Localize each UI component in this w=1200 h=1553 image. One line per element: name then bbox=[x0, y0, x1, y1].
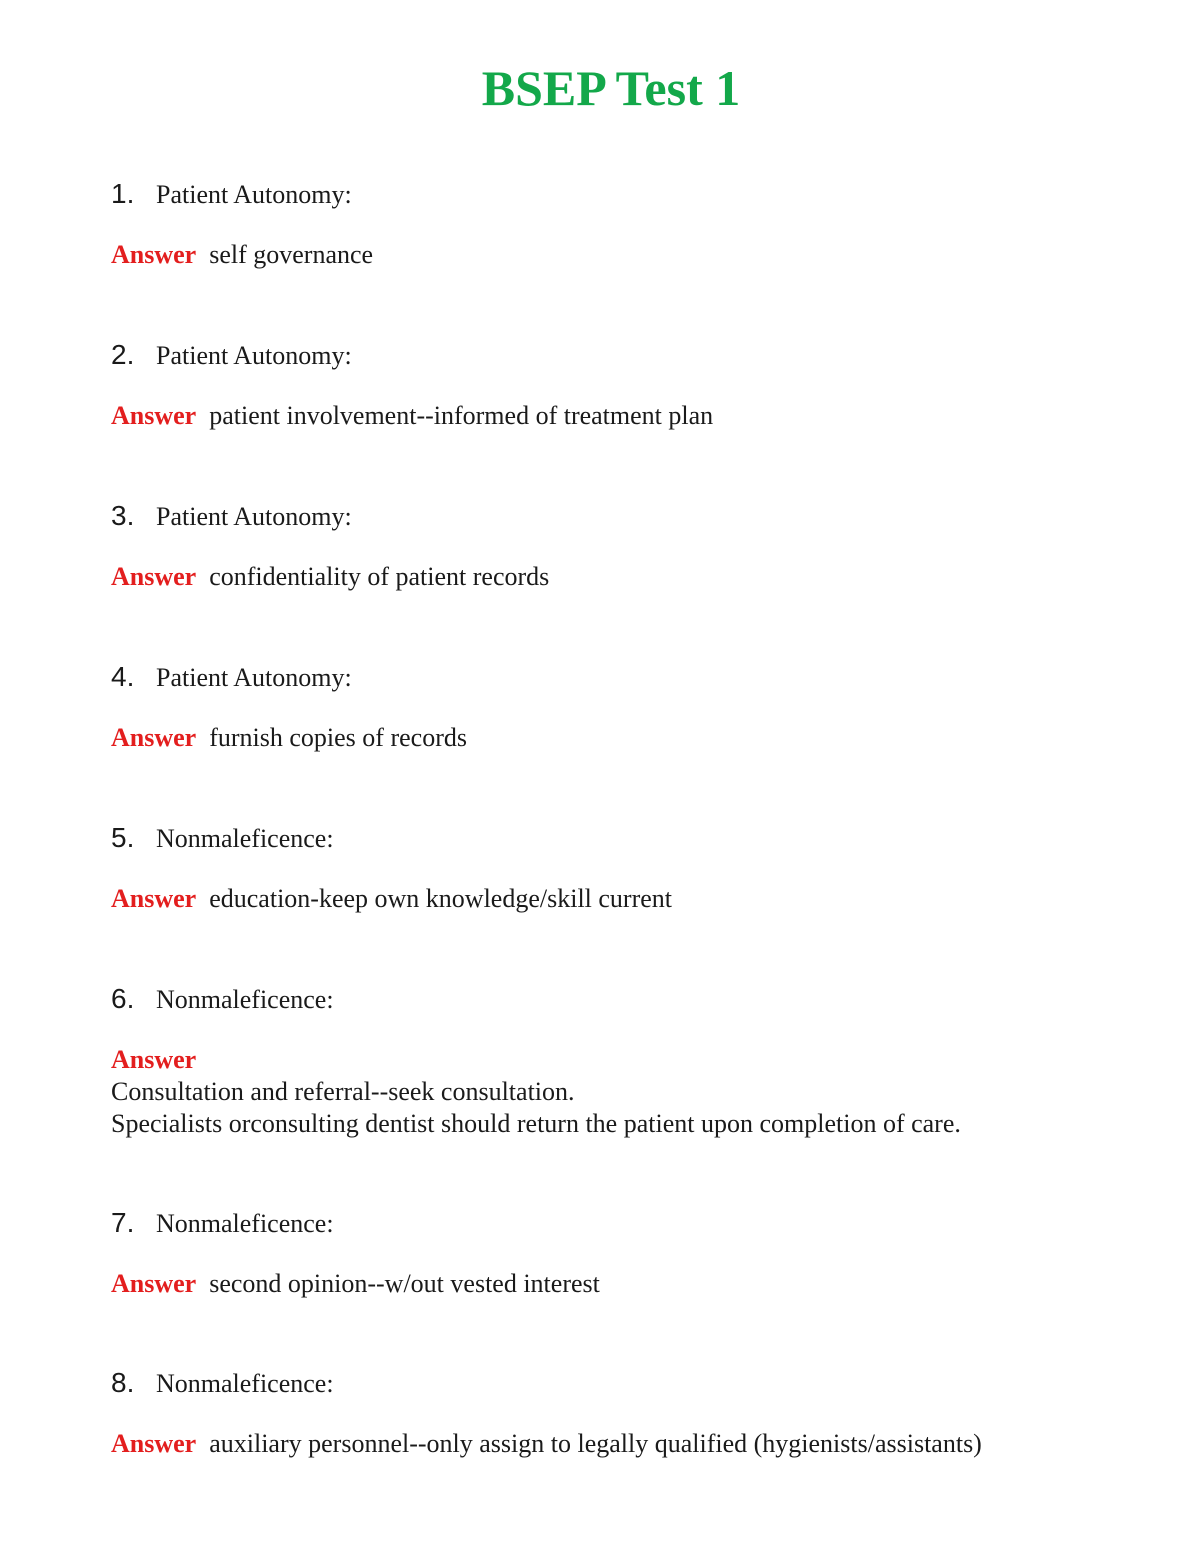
answer-line bbox=[111, 1428, 1111, 1460]
page-title: BSEP Test 1 bbox=[481, 60, 741, 116]
question-number: 6. bbox=[111, 983, 135, 1014]
question-number: 4. bbox=[111, 661, 135, 692]
answer-text-line: Consultation and referral--seek consultation. bbox=[111, 1077, 575, 1106]
question-text: Patient Autonomy: bbox=[156, 341, 352, 370]
answer-text: self governance bbox=[209, 240, 374, 269]
question-number: 1. bbox=[111, 178, 135, 209]
question-text: Nonmaleficence: bbox=[156, 824, 334, 853]
question-line bbox=[111, 339, 1111, 379]
answer-label: Answer bbox=[111, 401, 197, 430]
answer-line bbox=[111, 883, 1111, 915]
answer-text: education-keep own knowledge/skill current bbox=[209, 884, 673, 913]
question-item bbox=[111, 339, 1111, 432]
answer-label: Answer bbox=[111, 1045, 197, 1074]
question-line bbox=[111, 1207, 1111, 1247]
question-text: Patient Autonomy: bbox=[156, 180, 352, 209]
question-item bbox=[111, 500, 1111, 593]
question-item bbox=[111, 1207, 1111, 1300]
question-item bbox=[111, 178, 1111, 271]
answer-text: patient involvement--informed of treatment plan bbox=[209, 401, 714, 430]
question-line bbox=[111, 983, 1111, 1023]
answer-label: Answer bbox=[111, 562, 197, 591]
question-line bbox=[111, 822, 1111, 862]
answer-label: Answer bbox=[111, 723, 197, 752]
question-number: 3. bbox=[111, 500, 135, 531]
answer-text: furnish copies of records bbox=[209, 723, 467, 752]
question-line bbox=[111, 661, 1111, 701]
question-line bbox=[111, 500, 1111, 540]
answer-text-line: Specialists orconsulting dentist should return the patient upon completion of care. bbox=[111, 1109, 961, 1138]
question-text: Patient Autonomy: bbox=[156, 502, 352, 531]
answer-line bbox=[111, 400, 1111, 432]
answer-line bbox=[111, 722, 1111, 754]
answer-line bbox=[111, 1268, 1111, 1300]
question-line bbox=[111, 178, 1111, 218]
question-number: 8. bbox=[111, 1367, 135, 1398]
question-item bbox=[111, 1367, 1111, 1460]
answer-label: Answer bbox=[111, 240, 197, 269]
question-text: Patient Autonomy: bbox=[156, 663, 352, 692]
answer-block bbox=[111, 1044, 1111, 1140]
answer-label: Answer bbox=[111, 1269, 197, 1298]
question-text: Nonmaleficence: bbox=[156, 1209, 334, 1238]
answer-text: auxiliary personnel--only assign to legally qualified (hygienists/assistants) bbox=[209, 1429, 982, 1458]
question-item bbox=[111, 661, 1111, 754]
question-number: 7. bbox=[111, 1207, 135, 1238]
question-text: Nonmaleficence: bbox=[156, 1369, 334, 1398]
question-item bbox=[111, 983, 1111, 1140]
question-item bbox=[111, 822, 1111, 915]
question-number: 2. bbox=[111, 339, 135, 370]
answer-line bbox=[111, 561, 1111, 593]
question-line bbox=[111, 1367, 1111, 1407]
answer-label: Answer bbox=[111, 1429, 197, 1458]
question-number: 5. bbox=[111, 822, 135, 853]
answer-line bbox=[111, 239, 1111, 271]
question-text: Nonmaleficence: bbox=[156, 985, 334, 1014]
answer-text: second opinion--w/out vested interest bbox=[209, 1269, 600, 1298]
answer-text: confidentiality of patient records bbox=[209, 562, 550, 591]
answer-label: Answer bbox=[111, 884, 197, 913]
